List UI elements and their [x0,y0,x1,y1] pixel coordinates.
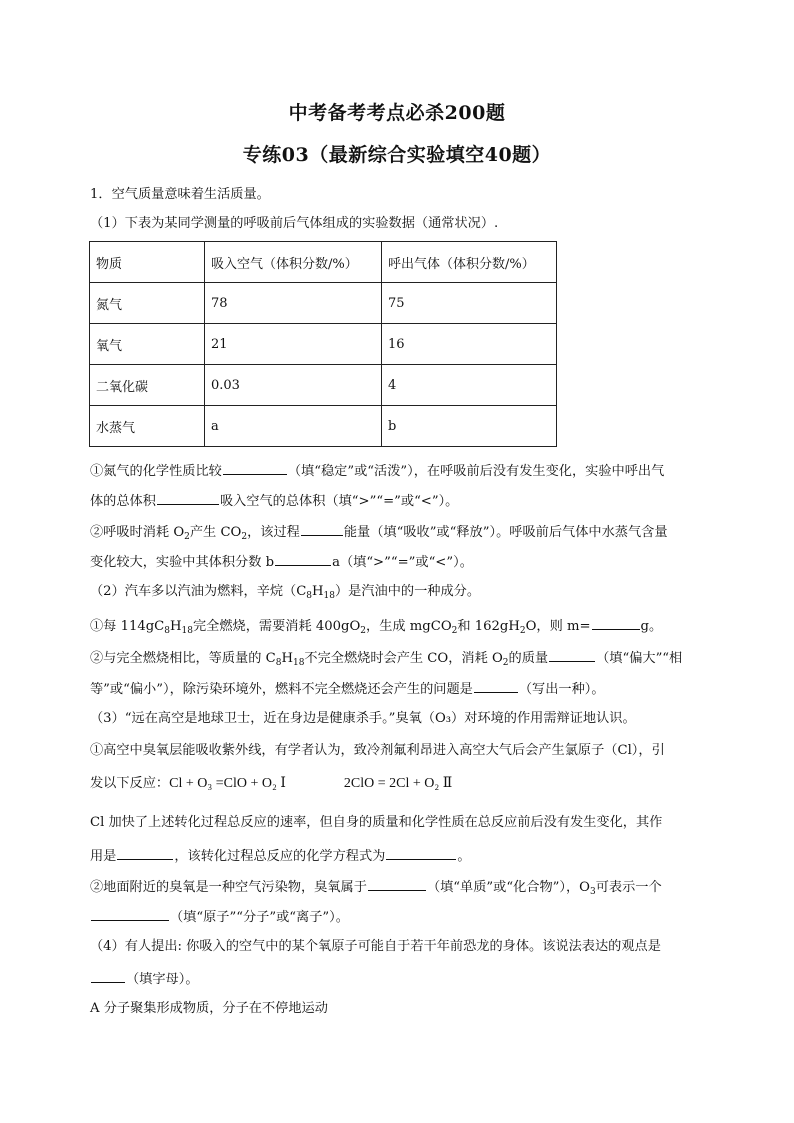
part2-intro: （2）汽车多以汽油为燃料，辛烷$(C_8H_{18})$是汽油中的一种成分。 [90,584,481,601]
table-header-cell: 物质 [90,242,205,283]
q2a-line: ①每 $114gC_8H_{18}$完全燃烧，需要消耗 $400gO_2$，生成 mgCO$_2$和 $162gH_2O$，则 m= g。 [90,615,720,636]
table-row [90,324,557,365]
q1a-line1: ①氮气的化学性质比较 （填“稳定”或“活泼”），在呼吸前后没有发生变化，实验中呼出气 [90,460,720,481]
reaction-equation-2: 2ClO = 2Cl + O₂ Ⅱ [343,776,453,791]
answer-blank[interactable] [91,968,125,983]
part3-intro: （3）“远在高空是地球卫士，近在身边是健康杀手。”臭氧（O₃）对环境的作用需辩证地认识。 [90,711,636,726]
answer-blank[interactable] [91,906,169,921]
answer-blank[interactable] [368,876,426,891]
q1b-line1: ②呼吸时消耗 $O_2$产生 $CO_2$，该过程 能量（填“吸收”或“释放”）。呼吸前后气体中水蒸气含量 [90,521,720,542]
answer-blank[interactable] [474,678,518,693]
answer-blank[interactable] [549,647,595,662]
question-stem: 1．空气质量意味着生活质量。 [90,187,270,202]
page-subtitle: 专练03（最新综合实验填空40题） [242,144,552,166]
q3a-line4: 用是 ，该转化过程总反应的化学方程式为 。 [90,845,720,866]
table-cell: 二氧化碳 [90,365,205,406]
table-cell: 16 [382,324,557,365]
table-row [90,365,557,406]
part1-intro: （1）下表为某同学测量的呼吸前后气体组成的实验数据（通常状况）. [90,216,499,231]
page-title: 中考备考考点必杀200题 [288,102,506,124]
table-row [90,406,557,447]
part4-line2: （填字母）。 [90,968,720,989]
answer-blank[interactable] [117,845,173,860]
answer-blank[interactable] [157,490,219,505]
table-cell: 氧气 [90,324,205,365]
q2b-line1: ②与完全燃烧相比，等质量的 $C_8H_{18}$不完全燃烧时会产生 CO，消耗 $O_2$的质量 （填“偏大”“相 [90,647,720,668]
table-header-row [90,242,557,283]
q1a-line2: 体的总体积 吸入空气的总体积（填“>”“=”或“<”）。 [90,490,720,511]
table-cell: a [205,406,382,447]
table-cell: 0.03 [205,365,382,406]
q2b-line2: 等”或“偏小”），除污染环境外，燃料不完全燃烧还会产生的问题是 （写出一种）。 [90,678,720,699]
q3b-line1: ②地面附近的臭氧是一种空气污染物，臭氧属于 （填“单质”或“化合物”），$O_3$可表示一个 [90,876,720,897]
q3a-line2: 发以下反应：Cl + O₃ =ClO + O₂ Ⅰ 2ClO = 2Cl + O₂ Ⅱ [90,776,453,791]
table-cell: 75 [382,283,557,324]
q3a-line3: Cl 加快了上述转化过程总反应的速率，但自身的质量和化学性质在总反应前后没有发生变化，其作 [90,815,663,830]
part4-line1: （4）有人提出: 你吸入的空气中的某个氧原子可能自于若干年前恐龙的身体。该说法表达的观点是 [90,939,661,954]
option-a: A 分子聚集形成物质，分子在不停地运动 [90,1001,328,1016]
answer-blank[interactable] [592,615,640,630]
table-cell: 氮气 [90,283,205,324]
answer-blank[interactable] [275,551,331,566]
q3a-line1: ①高空中臭氧层能吸收紫外线，有学者认为，致冷剂氟利昂进入高空大气后会产生氯原子（Cl），引 [90,743,665,758]
table-cell: 21 [205,324,382,365]
answer-blank[interactable] [301,521,343,536]
gas-composition-table [89,241,557,447]
table-header-cell: 吸入空气（体积分数/%） [205,242,382,283]
table-cell: 4 [382,365,557,406]
table-cell: 水蒸气 [90,406,205,447]
answer-blank[interactable] [386,845,456,860]
table-header-cell: 呼出气体（体积分数/%） [382,242,557,283]
table-row [90,283,557,324]
table-cell: b [382,406,557,447]
table-cell: 78 [205,283,382,324]
reaction-equation-1: Cl + O₃ =ClO + O₂ Ⅰ [169,776,286,791]
answer-blank[interactable] [223,460,287,475]
q3b-line2: （填“原子”“分子”或“离子”）。 [90,906,720,927]
q1b-line2: 变化较大，实验中其体积分数 b a（填“>”“=”或“<”）。 [90,551,720,572]
